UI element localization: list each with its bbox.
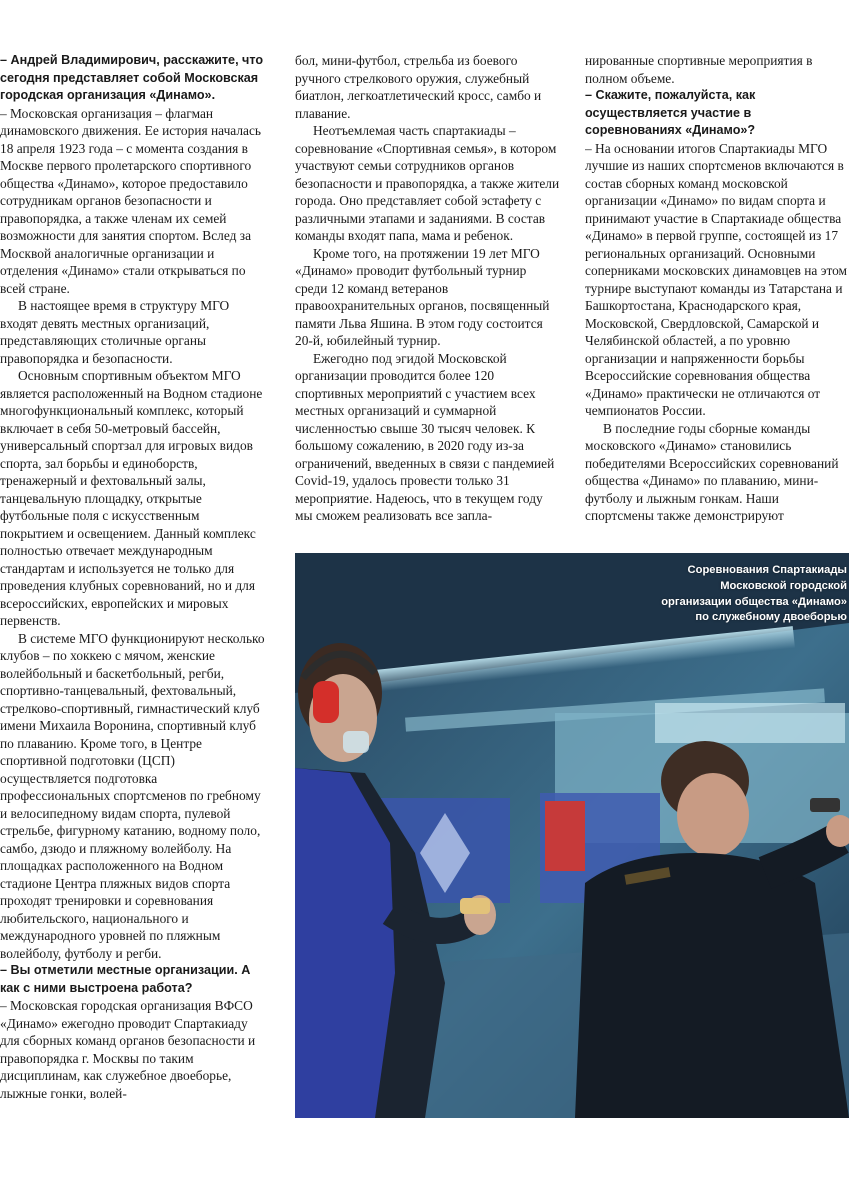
answer-1-paragraph-3: Основным спортивным объектом МГО является расположенный на Водном стадионе многофункциональный комплекс, который включает в себя 50-метровый бассейн, универсальный спортзал для игровых видов спорта, зал борьбы и единоборств, тренажерный и фехтовальный залы, танцевальную площадку, открытые футбольные поля с искусственным покрытием и освещением. Данный комплекс полностью отвечает международным стандартам и используется не только для проведения клубных соревнований, но и для всероссийских, европейских и мировых первенств. bbox=[0, 368, 263, 628]
column-2-paragraph-3: Кроме того, на протяжении 19 лет МГО «Динамо» проводит футбольный турнир среди 12 команд ветеранов правоохранительных органов, посвященный памяти Льва Яшина. В этом году состоится 20-й, юбилейный турнир. bbox=[295, 245, 550, 348]
column-2-paragraph-2: Неотъемлемая часть спартакиады – соревнование «Спортивная семья», в котором участвуют семьи сотрудников органов безопасности и правопорядка, а также жители города. Оно представляет собой эстафету с различными этапами и заданиями. В состав команды входят папа, мама и ребенок. bbox=[295, 123, 560, 243]
answer-3-paragraph-1: – На основании итогов Спартакиады МГО лучшие из наших спортсменов включаются в состав сборных команд московской организации «Динамо» по видам спорта и принимают участие в Спартакиаде общества «Динамо» в первой группе, состоящей из 17 региональных организаций. Основными соперниками московских динамовцев на этом турнире выступают команды из Татарстана и Башкортостана, Краснодарского края, Московской, Свердловской, Самарской и Челябинской областей, а по уровню организации и напряженности борьбы Всероссийские соревнования общества «Динамо» практически не отличаются от чемпионатов России. bbox=[585, 140, 848, 418]
shooting-range-illustration bbox=[295, 553, 849, 1118]
column-2-paragraph-1: бол, мини-футбол, стрельба из боевого ручного стрелкового оружия, служебный биатлон, легкоатлетический кросс, самбо и плавание. bbox=[295, 53, 542, 121]
answer-1-paragraph-1: – Московская организация – флагман динамовского движения. Ее история началась 18 апреля 1923 года – с момента создания в Москве первого пролетарского спортивного общества «Динамо», которое предоставило сотрудникам органов безопасности и правопорядка, а также членам их семей возможности для занятия спортом. Вслед за Москвой аналогичные организации и отделения «Динамо» стали открываться по всей стране. bbox=[0, 105, 262, 296]
answer-1-paragraph-2: В настоящее время в структуру МГО входят девять местных организаций, представляющих столичные органы правопорядка и безопасности. bbox=[0, 298, 230, 366]
question-1: – Андрей Владимирович, расскажите, что сегодня представляет собой Московская городская организация «Динамо». bbox=[0, 53, 264, 102]
shooting-range-photo bbox=[295, 553, 849, 1118]
photo-caption: Соревнования Спартакиады Московской городской организации общества «Динамо» по служебному двоеборью bbox=[661, 564, 847, 624]
article-column-2 bbox=[295, 52, 560, 542]
article-column-3 bbox=[585, 52, 849, 542]
answer-3-paragraph-2: В последние годы сборные команды московского «Динамо» становились победителями Всероссийских соревнований общества «Динамо» по плаванию, мини-футболу и лыжным гонкам. Наши спортсмены также демонстрируют bbox=[585, 420, 839, 523]
answer-2-paragraph-1: – Московская городская организация ВФСО «Динамо» ежегодно проводит Спартакиаду для сборных команд органов безопасности и правопорядка г. Москвы по таким дисциплинам, как служебное двоеборье, лыжные гонки, волей- bbox=[0, 998, 256, 1101]
question-3: – Скажите, пожалуйста, как осуществляется участие в соревнованиях «Динамо»? bbox=[585, 88, 756, 137]
column-2-paragraph-4: Ежегодно под эгидой Московской организации проводится более 120 спортивных мероприятий с участием всех местных организаций и суммарной численностью свыше 30 тысяч человек. К большому сожалению, в 2020 году из-за ограничений, введенных в связи с пандемией Covid-19, удалось провести только 31 мероприятие. Надеюсь, что в текущем году мы сможем реализовать все запла- bbox=[295, 350, 555, 523]
column-3-paragraph-1: нированные спортивные мероприятия в полном объеме. bbox=[585, 53, 813, 86]
article-column-1 bbox=[0, 52, 265, 1127]
question-2: – Вы отметили местные организации. А как с ними выстроена работа? bbox=[0, 963, 251, 995]
answer-1-paragraph-4: В системе МГО функционируют несколько клубов – по хоккею с мячом, женские волейбольный и баскетбольный, регби, спортивно-танцевальный, фехтовальный, стрелково-спортивный, гимнастический клуб имени Михаила Воронина, спортивный клуб по плаванию. Кроме того, в Центре спортивной подготовки (ЦСП) осуществляется подготовка профессиональных спортсменов по гребному и велосипедному видам спорта, пулевой стрельбе, фигурному катанию, водному поло, самбо, дзюдо и пляжному волейболу. На площадках расположенного на Водном стадионе Центра пляжных видов спорта проходят тренировки и соревнования любительского, национального и международного уровней по пляжным волейболу, футболу и регби. bbox=[0, 630, 265, 961]
